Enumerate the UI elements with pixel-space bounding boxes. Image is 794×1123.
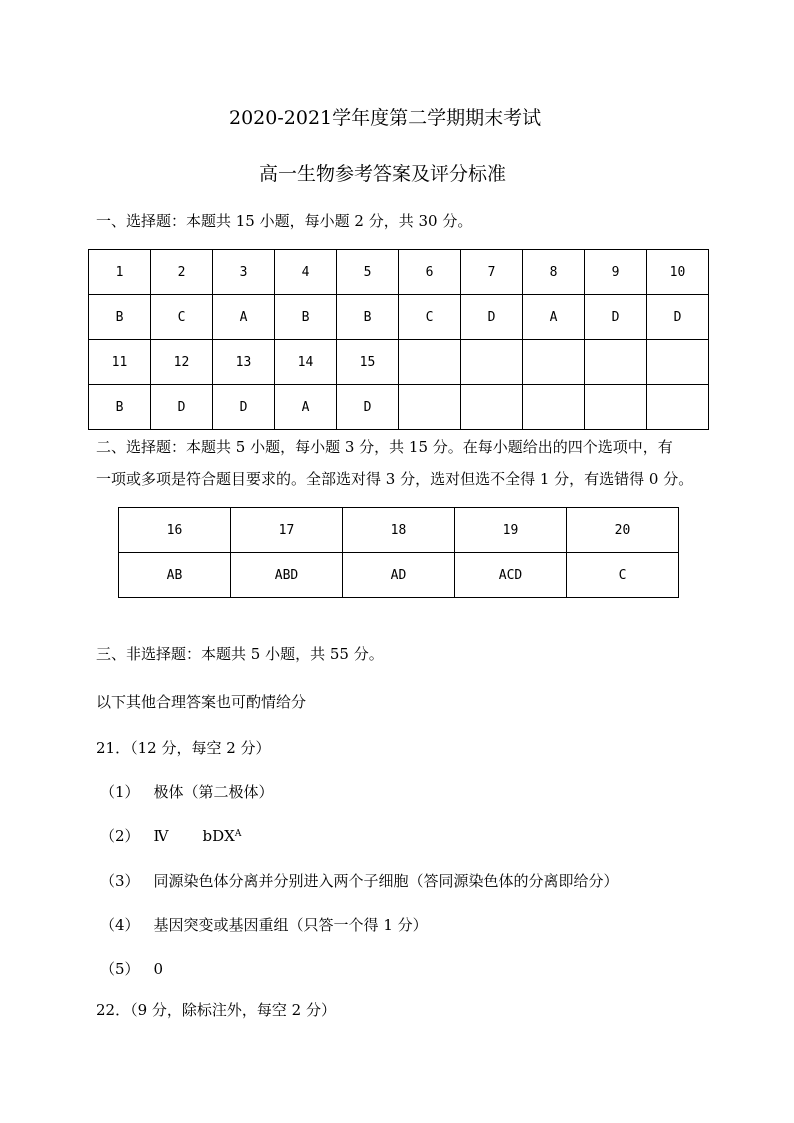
page-title: 2020-2021学年度第二学期期末考试	[229, 107, 542, 129]
table-cell: D	[337, 385, 399, 430]
q21-answer-3	[100, 871, 619, 891]
table-cell: 18	[343, 508, 455, 553]
table-cell: 6	[399, 250, 461, 295]
q21-answer-4	[100, 915, 428, 935]
q21-answer-5	[100, 959, 163, 979]
table-cell: C	[151, 295, 213, 340]
table-row	[89, 340, 709, 385]
section1-heading: 一、选择题：本题共 15 小题，每小题 2 分，共 30 分。	[96, 212, 473, 230]
table-cell	[585, 340, 647, 385]
table-cell: D	[213, 385, 275, 430]
answer-roman: Ⅳ	[153, 827, 169, 845]
table-cell: ACD	[455, 553, 567, 598]
answer-genotype: bDX	[202, 827, 235, 845]
table-cell: 9	[585, 250, 647, 295]
table-cell	[461, 385, 523, 430]
table-cell: 11	[89, 340, 151, 385]
table-cell: 16	[119, 508, 231, 553]
table-cell: 12	[151, 340, 213, 385]
table-cell: 7	[461, 250, 523, 295]
table-cell: D	[151, 385, 213, 430]
table-cell: 10	[647, 250, 709, 295]
table-row	[119, 553, 679, 598]
table-cell: A	[523, 295, 585, 340]
answer-text: 同源染色体分离并分别进入两个子细胞（答同源染色体的分离即给分）	[153, 872, 619, 890]
answer-label: （5）	[100, 960, 140, 978]
section3-note: 以下其他合理答案也可酌情给分	[96, 693, 307, 711]
table-cell: ABD	[231, 553, 343, 598]
q21-title: 21．（12 分，每空 2 分）	[96, 739, 271, 757]
table-cell	[523, 385, 585, 430]
table-cell	[647, 340, 709, 385]
table-cell	[399, 385, 461, 430]
table-cell	[523, 340, 585, 385]
answer-table-1	[88, 249, 709, 430]
answer-genotype-superscript: A	[234, 829, 242, 839]
table-cell: D	[461, 295, 523, 340]
q21-answer-2	[100, 826, 241, 846]
table-cell: AD	[343, 553, 455, 598]
section2-heading-line2: 一项或多项是符合题目要求的。全部选对得 3 分，选对但选不全得 1 分，有选错得 0 分。	[96, 470, 694, 488]
table-row	[89, 385, 709, 430]
table-cell: 20	[567, 508, 679, 553]
table-cell: 4	[275, 250, 337, 295]
answer-table-2	[118, 507, 679, 598]
answer-text: 极体（第二极体）	[153, 783, 274, 801]
answer-label: （1）	[100, 783, 140, 801]
table-cell: 1	[89, 250, 151, 295]
table-cell: 19	[455, 508, 567, 553]
table-cell	[647, 385, 709, 430]
table-cell: AB	[119, 553, 231, 598]
table-cell: 2	[151, 250, 213, 295]
table-cell: B	[89, 385, 151, 430]
q22-title: 22．（9 分，除标注外，每空 2 分）	[96, 1001, 336, 1019]
table-cell	[399, 340, 461, 385]
answer-label: （2）	[100, 827, 140, 845]
table-cell	[585, 385, 647, 430]
table-cell: 14	[275, 340, 337, 385]
answer-text: 0	[153, 960, 164, 978]
answer-text: 基因突变或基因重组（只答一个得 1 分）	[153, 916, 428, 934]
table-cell: 5	[337, 250, 399, 295]
section2-heading-line1: 二、选择题：本题共 5 小题，每小题 3 分，共 15 分。在每小题给出的四个选项中，有	[96, 438, 673, 456]
table-cell: C	[399, 295, 461, 340]
table-cell: C	[567, 553, 679, 598]
table-row	[119, 508, 679, 553]
answer-label: （4）	[100, 916, 140, 934]
table-cell	[461, 340, 523, 385]
answer-label: （3）	[100, 872, 140, 890]
table-cell: B	[89, 295, 151, 340]
table-cell: 13	[213, 340, 275, 385]
table-cell: 8	[523, 250, 585, 295]
page-subtitle: 高一生物参考答案及评分标准	[259, 163, 507, 185]
table-cell: D	[647, 295, 709, 340]
table-cell: D	[585, 295, 647, 340]
q21-answer-1	[100, 782, 274, 802]
table-cell: 17	[231, 508, 343, 553]
table-cell: 15	[337, 340, 399, 385]
table-cell: 3	[213, 250, 275, 295]
table-row	[89, 295, 709, 340]
section3-heading: 三、非选择题：本题共 5 小题，共 55 分。	[96, 645, 384, 663]
table-cell: B	[275, 295, 337, 340]
table-cell: B	[337, 295, 399, 340]
table-row	[89, 250, 709, 295]
table-cell: A	[275, 385, 337, 430]
table-cell: A	[213, 295, 275, 340]
